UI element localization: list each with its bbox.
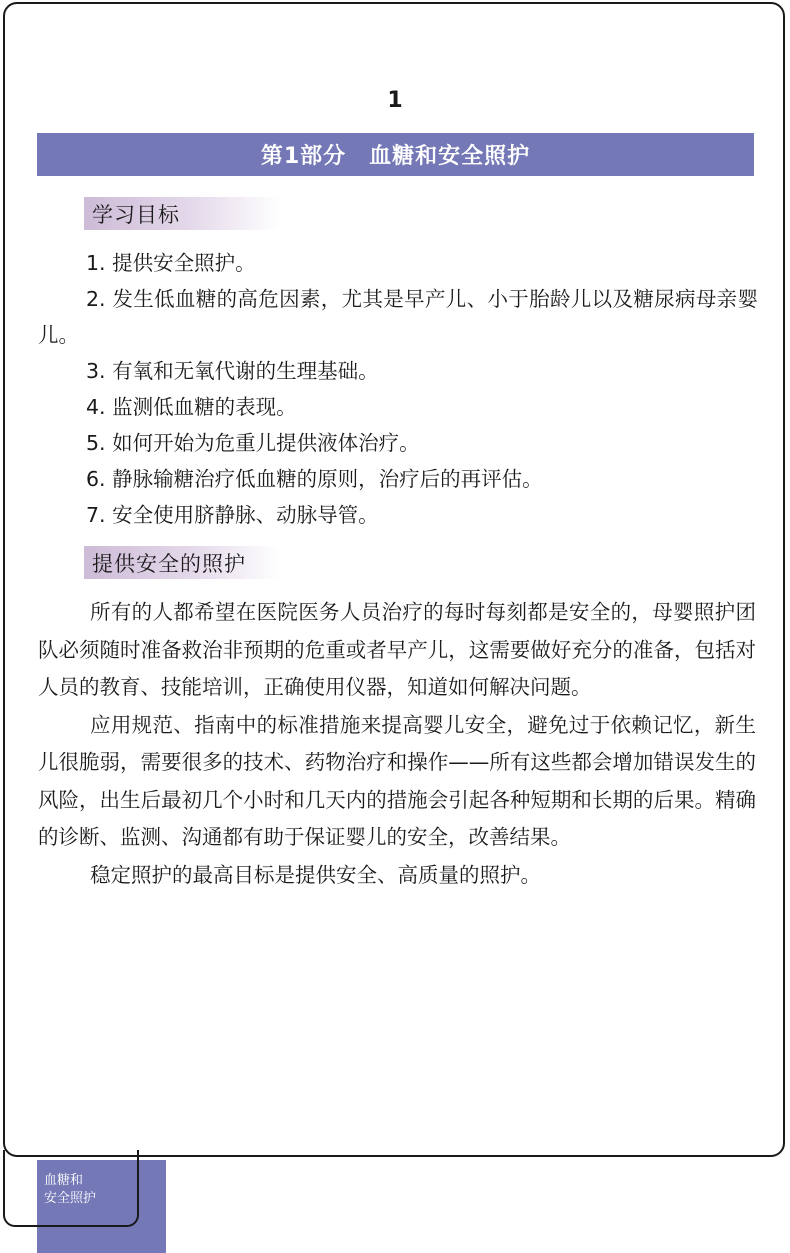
list-item: 4. 监测低血糖的表现。 bbox=[86, 395, 297, 419]
side-tab-line1: 血糖和 bbox=[44, 1173, 84, 1188]
list-item: 1. 提供安全照护。 bbox=[86, 251, 256, 275]
objectives-heading-tag bbox=[84, 197, 280, 230]
paragraph: 所有的人都希望在医院医务人员治疗的每时每刻都是安全的，母婴照护团队必须随时准备救治非预期的危重或者早产儿，这需要做好充分的准备，包括对人员的教育、技能培训，正确使用仪器，知道如何解决问题。 bbox=[38, 600, 756, 699]
paragraph: 稳定照护的最高目标是提供安全、高质量的照护。 bbox=[90, 862, 541, 887]
part-title-banner bbox=[37, 133, 754, 176]
list-item: 6. 静脉输糖治疗低血糖的原则，治疗后的再评估。 bbox=[86, 467, 543, 491]
objectives-heading: 学习目标 bbox=[92, 202, 180, 227]
list-item: 3. 有氧和无氧代谢的生理基础。 bbox=[86, 359, 379, 383]
objectives-list bbox=[38, 245, 758, 533]
list-item: 7. 安全使用脐静脉、动脉导管。 bbox=[86, 503, 379, 527]
tab-outline bbox=[3, 1150, 139, 1227]
part-title: 第1部分 血糖和安全照护 bbox=[260, 144, 531, 169]
safe-care-heading: 提供安全的照护 bbox=[92, 551, 246, 576]
page-number: 1 bbox=[387, 88, 403, 113]
safe-care-heading-tag bbox=[84, 546, 280, 579]
list-item: 2. 发生低血糖的高危因素，尤其是早产儿、小于胎龄儿以及糖尿病母亲婴儿。 bbox=[38, 287, 758, 347]
list-item: 5. 如何开始为危重儿提供液体治疗。 bbox=[86, 431, 420, 455]
paragraph: 应用规范、指南中的标准措施来提高婴儿安全，避免过于依赖记忆，新生儿很脆弱，需要很多的技术、药物治疗和操作——所有这些都会增加错误发生的风险，出生后最初几个小时和几天内的措施会引起各种短期和长期的后果。精确的诊断、监测、沟通都有助于保证婴儿的安全，改善结果。 bbox=[38, 712, 756, 849]
safe-care-body bbox=[38, 594, 756, 894]
side-tab-line2: 安全照护 bbox=[44, 1191, 97, 1206]
